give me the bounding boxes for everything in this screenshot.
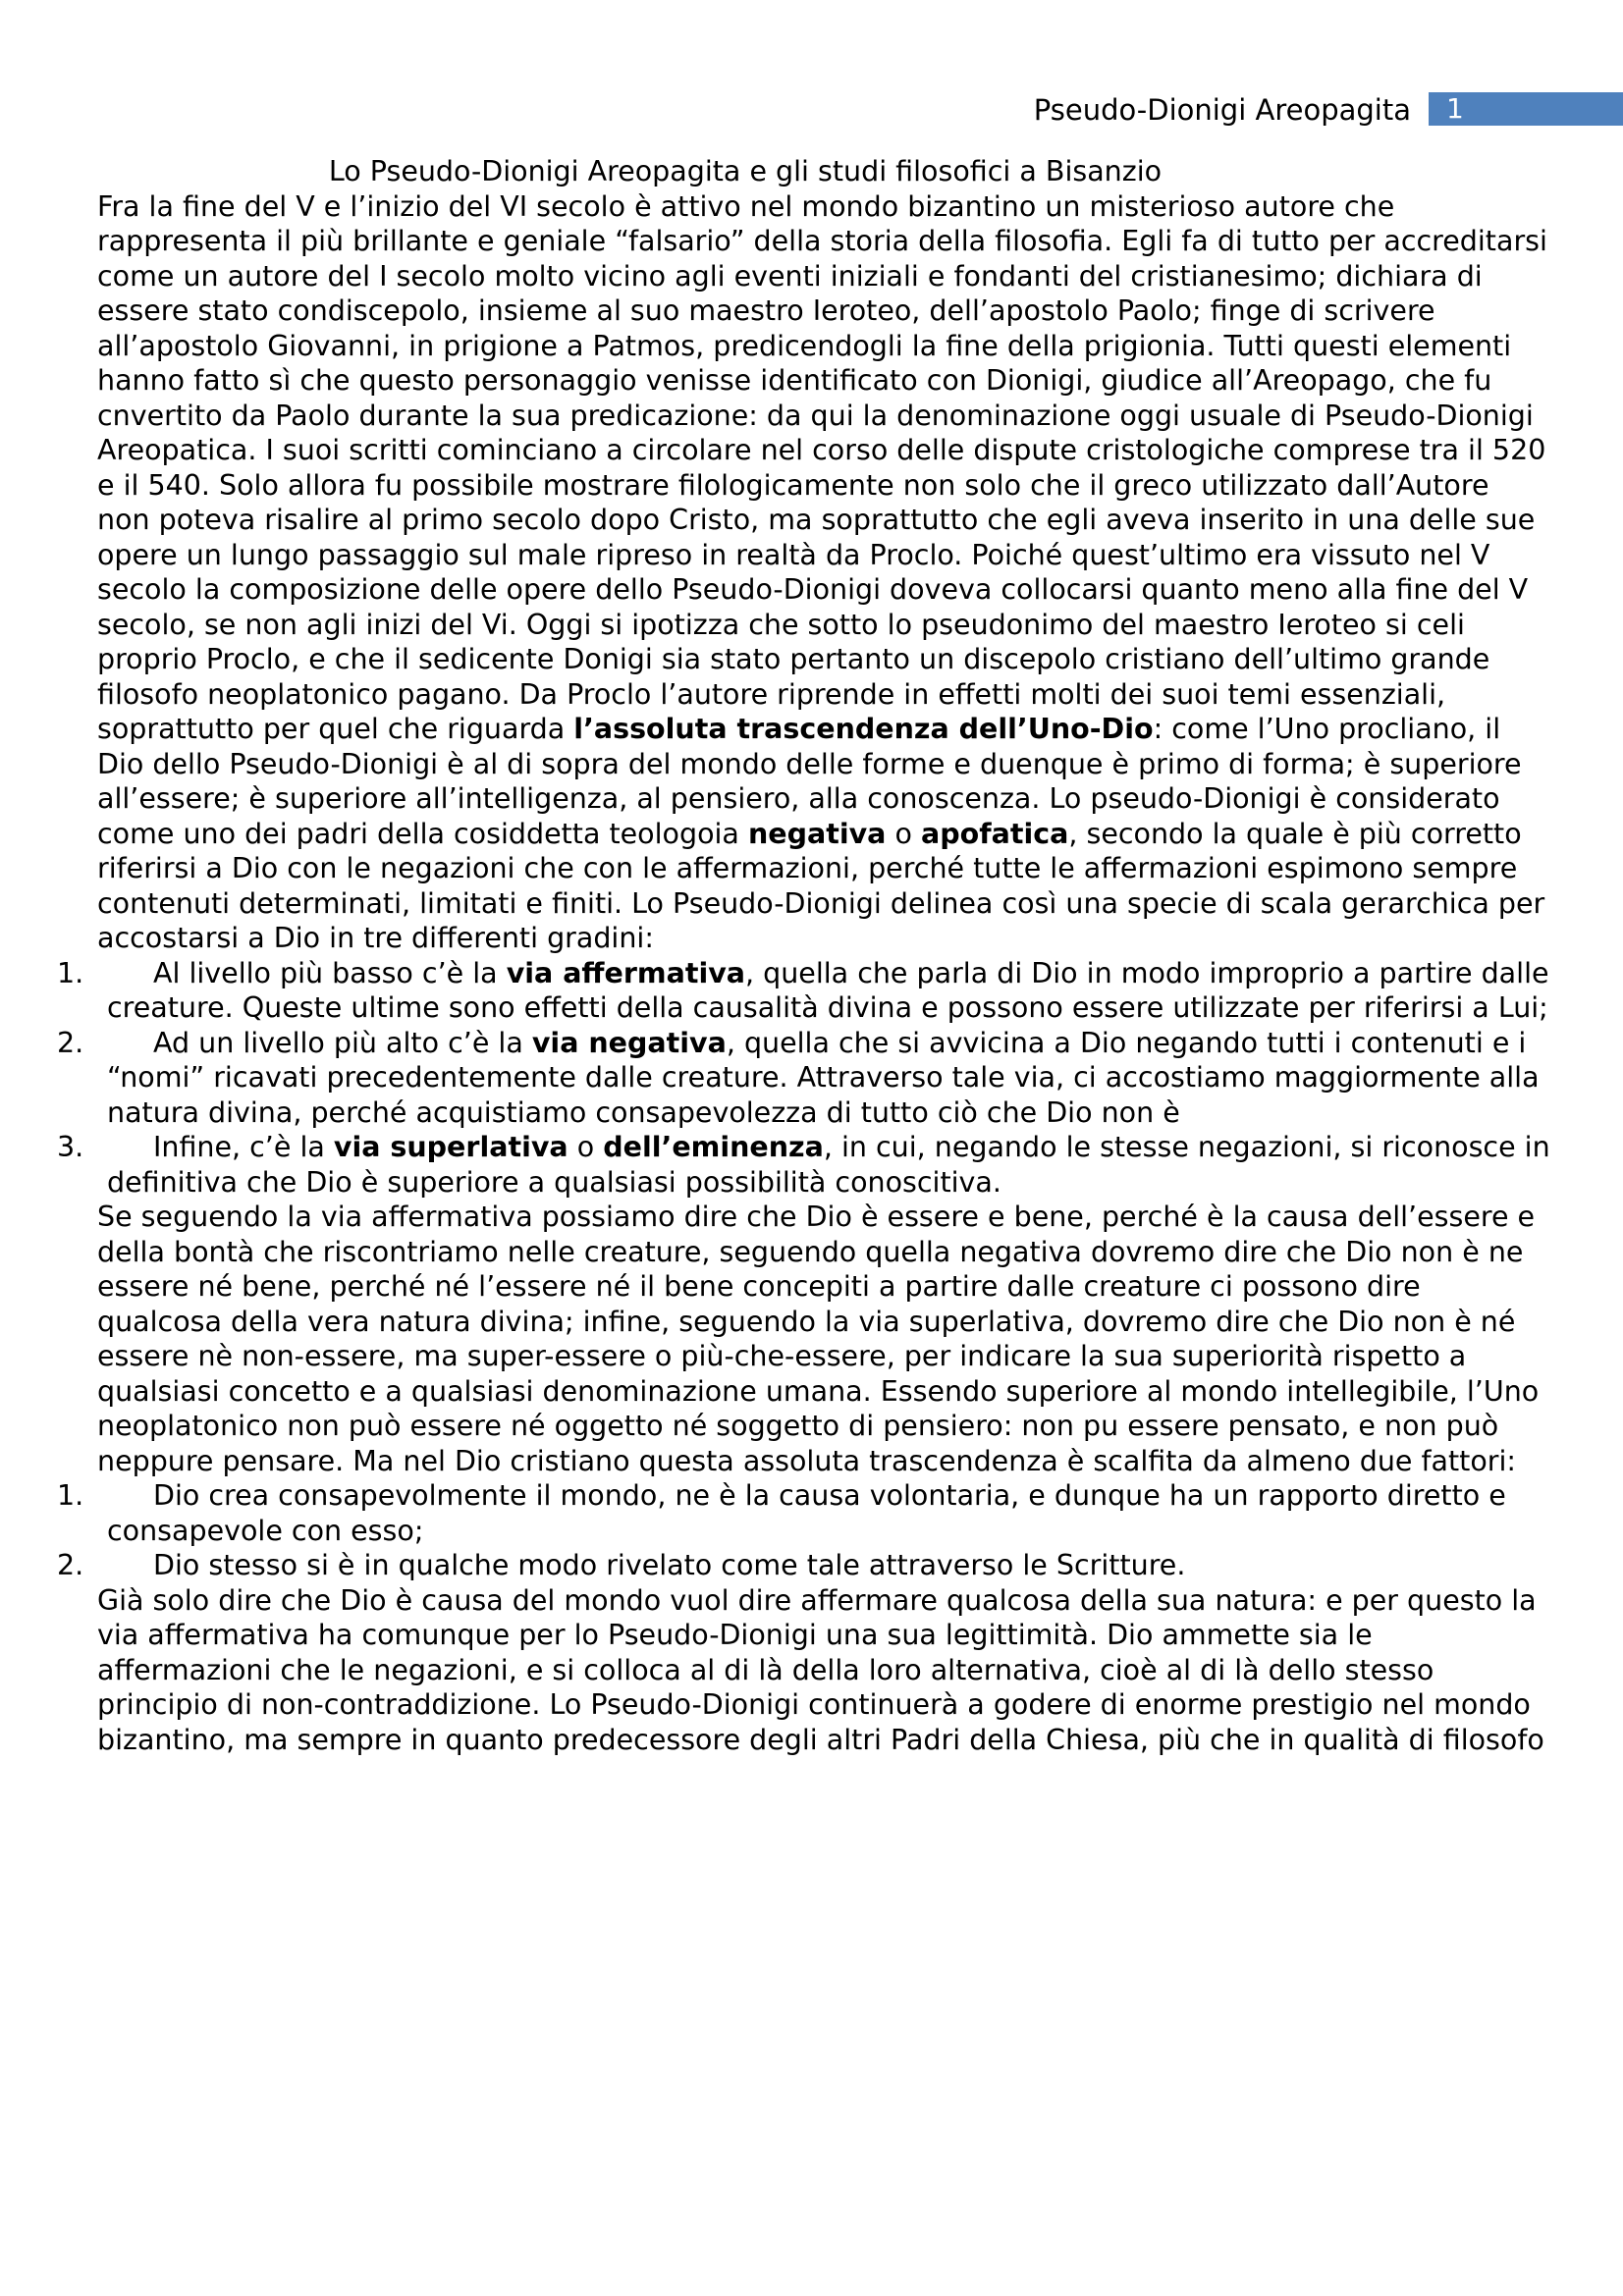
list-item-text-part: o: [568, 1131, 604, 1163]
list-item-text-part: Ad un livello più alto c’è la: [153, 1026, 532, 1059]
running-title: Pseudo-Dionigi Areopagita: [1033, 93, 1411, 127]
intro-paragraph: [97, 189, 1550, 956]
list-item-text-part: , quella che si avvicina a Dio negando tutti i contenuti e i “nomi” ricavati precedentemente dalle creature. Attraverso tale via, ci accostiamo maggiormente alla natura divina, perché acquistiamo consapevolezza di tutto ciò che Dio non è: [107, 1026, 1540, 1129]
list-item: [57, 1026, 1550, 1131]
list-number: 2.: [57, 1026, 84, 1059]
factors-list: [57, 1478, 1550, 1583]
intro-text-4: , secondo la quale è più corretto riferirsi a Dio con le negazioni che con le affermazioni, perché tutte le affermazioni espimono sempre contenuti determinati, limitati e finiti. Lo Pseudo-Dionigi delinea così una specie di scala gerarchica per accostarsi a Dio in tre differenti gradini:: [97, 817, 1545, 954]
list-item-text: [107, 1026, 1550, 1131]
middle-paragraph: Se seguendo la via affermativa possiamo dire che Dio è essere e bene, perché è la causa dell’essere e della bontà che riscontriamo nelle creature, seguendo quella negativa dovremo dire che Dio non è ne essere né bene, perché né l’essere né il bene concepiti a partire dalle creature ci possono dire qualcosa della vera natura divina; infine, seguendo la via superlativa, dovremo dire che Dio non è né essere nè non-essere, ma super-essere o più-che-essere, per indicare la sua superiorità rispetto a qualsiasi concetto e a qualsiasi denominazione umana. Essendo superiore al mondo intellegibile, l’Uno neoplatonico non può essere né oggetto né soggetto di pensiero: non pu essere pensato, e non può neppure pensare. Ma nel Dio cristiano questa assoluta trascendenza è scalfita da almeno due fattori:: [97, 1201, 1540, 1477]
intro-bold-apofatica: apofatica: [920, 817, 1069, 850]
document-body: [57, 154, 1550, 1757]
list-item-text: Dio stesso si è in qualche modo rivelato come tale attraverso le Scritture.: [153, 1549, 1186, 1581]
list-item: [57, 1548, 1550, 1583]
list-item-text-part: , in cui, negando le stesse negazioni, si riconosce in definitiva che Dio è superiore a qualsiasi possibilità conoscitiva.: [107, 1131, 1550, 1199]
page-header: [0, 90, 1623, 130]
list-item-bold: via superlativa: [333, 1131, 568, 1163]
list-number: 2.: [57, 1549, 84, 1581]
list-item-text-part: , quella che parla di Dio in modo improprio a partire dalle creature. Queste ultime sono effetti della causalità divina e possono essere utilizzate per riferirsi a Lui;: [107, 956, 1549, 1024]
document-title: Lo Pseudo-Dionigi Areopagita e gli studi filosofici a Bisanzio: [328, 155, 1163, 187]
list-number: 1.: [57, 956, 84, 989]
final-paragraph: Già solo dire che Dio è causa del mondo vuol dire affermare qualcosa della sua natura: e per questo la via affermativa ha comunque per lo Pseudo-Dionigi una sua legittimità. Dio ammette sia le affermazioni che le negazioni, e si colloca al di là della loro alternativa, cioè al di là dello stesso principio di non-contraddizione. Lo Pseudo-Dionigi continuerà a godere di enorme prestigio nel mondo bizantino, ma sempre in quanto predecessore degli altri Padri della Chiesa, più che in qualità di filosofo: [97, 1583, 1544, 1756]
list-item-text: [107, 1130, 1550, 1200]
list-item-bold: dell’eminenza: [603, 1131, 824, 1163]
list-item-bold: via negativa: [531, 1026, 727, 1059]
page-number: 1: [1429, 92, 1623, 126]
list-item-text: [107, 956, 1550, 1026]
intro-bold-negativa: negativa: [747, 817, 887, 850]
list-item: [57, 1130, 1550, 1200]
list-number: 1.: [57, 1479, 84, 1512]
intro-text-2: : come l’Uno procliano, il Dio dello Pseudo-Dionigi è al di sopra del mondo delle forme e duenque è primo di forma; è superiore all’essere; è superiore all’intelligenza, al pensiero, alla conoscenza. Lo pseudo-Dionigi è considerato come uno dei padri della cosiddetta teologoia: [97, 713, 1522, 850]
list-item: [57, 956, 1550, 1026]
list-item-text: Dio crea consapevolmente il mondo, ne è la causa volontaria, e dunque ha un rapporto diretto e consapevole con esso;: [107, 1479, 1506, 1547]
ways-list: [57, 956, 1550, 1201]
list-item-bold: via affermativa: [506, 956, 746, 989]
list-item-text-part: Infine, c’è la: [153, 1131, 334, 1163]
list-number: 3.: [57, 1131, 84, 1163]
intro-text-3: o: [886, 817, 921, 850]
intro-text-1: Fra la fine del V e l’inizio del VI secolo è attivo nel mondo bizantino un misterioso autore che rappresenta il più brillante e geniale “falsario” della storia della filosofia. Egli fa di tutto per accreditarsi come un autore del I secolo molto vicino agli eventi iniziali e fondanti del cristianesimo; dichiara di essere stato condiscepolo, insieme al suo maestro Ieroteo, dell’apostolo Paolo; finge di scrivere all’apostolo Giovanni, in prigione a Patmos, predicendogli la fine della prigionia. Tutti questi elementi hanno fatto sì che questo personaggio venisse identificato con Dionigi, giudice all’Areopago, che fu cnvertito da Paolo durante la sua predicazione: da qui la denominazione oggi usuale di Pseudo-Dionigi Areopatica. I suoi scritti cominciano a circolare nel corso delle dispute cristologiche comprese tra il 520 e il 540. Solo allora fu possibile mostrare filologicamente non solo che il greco utilizzato dall’Autore non poteva risalire al primo secolo dopo Cristo, ma soprattutto che egli aveva inserito in una delle sue opere un lungo passaggio sul male ripreso in realtà da Proclo. Poiché quest’ultimo era vissuto nel V secolo la composizione delle opere dello Pseudo-Dionigi doveva collocarsi quanto meno alla fine del V secolo, se non agli inizi del Vi. Oggi si ipotizza che sotto lo pseudonimo del maestro Ieroteo si celi proprio Proclo, e che il sedicente Donigi sia stato pertanto un discepolo cristiano dell’ultimo grande filosofo neoplatonico pagano. Da Proclo l’autore riprende in effetti molti dei suoi temi essenziali, soprattutto per quel che riguarda: [97, 189, 1547, 745]
intro-bold-trascendenza: l’assoluta trascendenza dell’Uno-Dio: [573, 713, 1154, 745]
list-item: [57, 1478, 1550, 1548]
list-item-text-part: Al livello più basso c’è la: [153, 956, 507, 989]
